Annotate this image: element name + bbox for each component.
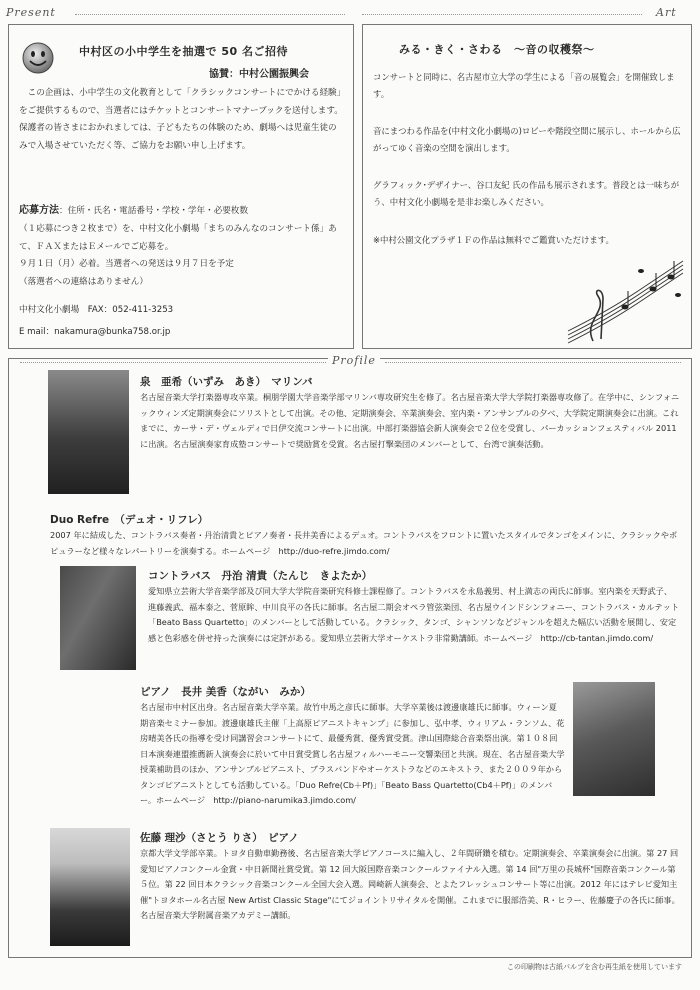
- art-section: [362, 24, 692, 349]
- nagai-bio: 名古屋市中村区出身。名古屋音楽大学卒業。故竹中馬之彦氏に師事。大学卒業後は渡邊康雄氏に師事。ウィーン夏期音楽セミナー参加。渡邊康雄氏主催「上高原ピアニストキャンプ」に参加し、弘中孝、ウィリアム・ランソム、花房晴美各氏の指導を受け同講習会コンサートにて、最優秀賞、優秀賞受賞。津山国際総合音楽祭出演。第１０８回日本演奏連盟推薦新人演奏会に於いて中日賞受賞し名古屋フィルハーモニー交響楽団と共演。現在、名古屋音楽大学授業補助員のほか、アンサンブルピアニスト、ブラスバンドやオーケストラなどのエキストラ、また２００９年からタンゴピアニストとしても活動している。「Duo Refre(Cb＋Pf)」「Beato Bass Quartetto(Cb4＋Pf)」のメンバー。ホームページ http://piano-narumika3.jimdo.com/: [140, 702, 565, 805]
- profile-label: Profile: [328, 354, 380, 367]
- izumi-photo: [48, 370, 129, 494]
- duo-name: Duo Refre （デュオ・リフレ）: [50, 514, 209, 526]
- apply-text: ：住所・氏名・電話番号・学校・学年・必要枚数: [59, 206, 249, 216]
- tanji-bio: 愛知県立芸術大学音楽学部及び同大学大学院音楽研究科修士課程修了。コントラバスを永島義男、村上満志の両氏に師事。室内楽を天野武子、進藤義武、福本泰之、菅原眸、中川良平の各氏に師事。名古屋二期会オペラ管弦楽団、名古屋ウインドシンフォニー、コントラバス・カルテット「Beato Bass Quartetto」のメンバーとして活動している。クラシック、タンゴ、シャンソンなどジャンルを超えた幅広い活動を展開し、安定感と色彩感を併せ持った演奏には定評がある。愛知県立芸術大学オーケストラ非常勤講師。ホームページ http://cb-tantan.jimdo.com/: [148, 586, 680, 643]
- art-p1: コンサートと同時に、名古屋市立大学の学生による「音の展覧会」を開催致します。: [373, 72, 675, 99]
- present-sponsor: 協賛：中村公園振興会: [209, 69, 309, 80]
- nagai-photo: [573, 682, 655, 796]
- smiley-icon: [21, 41, 55, 75]
- profile-rule-left: [20, 362, 326, 363]
- apply-line-3: （落選者への連絡はありません）: [19, 277, 148, 287]
- contact-email[interactable]: E mail：nakamura@bunka758.or.jp: [19, 327, 171, 337]
- present-label: Present: [2, 6, 60, 19]
- present-section: [8, 24, 354, 349]
- art-title: みる・きく・さわる ～音の収穫祭～: [399, 43, 595, 56]
- izumi-name: 泉 亜希（いずみ あき） マリンバ: [140, 376, 313, 388]
- present-label-rule: [75, 14, 345, 15]
- music-staff-icon: [563, 251, 688, 346]
- izumi-bio: 名古屋音楽大学打楽器専攻卒業。桐朋学園大学音楽学部マリンバ専攻研究生を修了。名古屋音楽大学大学院打楽器専攻修了。在学中に、シンフォニックウィンズ定期演奏会にソリストとして出演。その他、定期演奏会、卒業演奏会、室内楽・アンサンブルの夕べ、大学院定期演奏会に出演。これまでに、カーサ・デ・ヴェルディで日伊交流コンサートに出演。中部打楽器協会新人演奏会で２位を受賞し、パーカッションフェスティバル 2011 に出演。名古屋演奏家育成塾コンサートで奨励賞を受賞。名古屋打撃楽団のメンバーとして、台湾で演奏活動。: [140, 392, 680, 449]
- contact-fax: 中村文化小劇場 FAX：052-411-3253: [19, 305, 174, 315]
- art-p2: 音にまつわる作品を(中村文化小劇場の)ロビーや階段空間に展示し、ホールから広がってゆく音楽の空間を演出します。: [373, 126, 681, 153]
- art-label-rule: [362, 14, 642, 15]
- duo-bio: 2007 年に結成した、コントラバス奏者・丹治清貴とピアノ奏者・長井美香によるデュオ。コントラバスをフロントに置いたスタイルでタンゴをメインに、クラシックやポピュラーなど様々なレパートリーを演奏する。ホームページ http://duo-refre.jimdo.com/: [50, 530, 678, 556]
- profile-rule-right: [385, 362, 681, 363]
- recycled-paper-note: この印刷物は古紙パルプを含む再生紙を使用しています: [507, 963, 682, 971]
- nagai-name: ピアノ 長井 美香（ながい みか）: [140, 686, 311, 698]
- present-body: この企画は、小中学生の文化教育として「クラシックコンサートにでかける経験」をご提供するもので、当選者にはチケットとコンサートマナーブックを送付します。保護者の皆さまにおかれましては、子どもたちの体験のため、劇場へは児童生徒のみで入場させていただく等、ご協力をお願い申し上げます。: [19, 88, 343, 151]
- present-title: 中村区の小中学生を抽選で 50 名ご招待: [79, 45, 288, 58]
- sato-photo: [50, 828, 130, 946]
- sato-bio: 京都大学文学部卒業。トヨタ自動車勤務後、名古屋音楽大学ピアノコースに編入し、２年間研鑽を積む。定期演奏会、卒業演奏会に出演。第 27 回愛知ピアノコンクール金賞・中日新聞社賞受賞。第 12 回大阪国際音楽コンクールファイナル入選。第 14 回"万里の長城杯"国際音楽コンクール第５位。第 22 回日本クラシック音楽コンクール全国大会入選。岡崎新人演奏会、とよたフレッシュコンサート等に出演。2012 年にはテレビ愛知主催"トヨタホール名古屋 New Artist Classic Stage"にてジョイントリサイタルを開催。これまでに服部浩美、R・ヒラー、佐藤慶子の各氏に師事。名古屋音楽大学附属音楽アカデミー講師。: [140, 848, 680, 920]
- apply-line: [19, 201, 349, 216]
- apply-label: 応募方法: [19, 205, 59, 216]
- art-p3: グラフィック･デザイナー、谷口友紀 氏の作品も展示されます。普段とは一味ちがう、中村文化小劇場を是非お楽しみください。: [373, 180, 680, 207]
- tanji-photo: [60, 566, 136, 670]
- tanji-name: コントラバス 丹治 清貴（たんじ きよたか）: [148, 570, 373, 582]
- apply-line-2: ９月１日（月）必着。当選者への発送は９月７日を予定: [19, 259, 234, 269]
- sato-name: 佐藤 理沙（さとう りさ） ピアノ: [140, 832, 299, 844]
- art-p4: ※中村公園文化プラザ１Ｆの作品は無料でご鑑賞いただけます。: [373, 235, 614, 245]
- apply-line-1: （１応募につき２枚まで）を、中村文化小劇場「まちのみんなのコンサート係」あて、ＦＡＸまたはＥメールでご応募を。: [19, 224, 337, 252]
- art-label: Art: [652, 6, 681, 19]
